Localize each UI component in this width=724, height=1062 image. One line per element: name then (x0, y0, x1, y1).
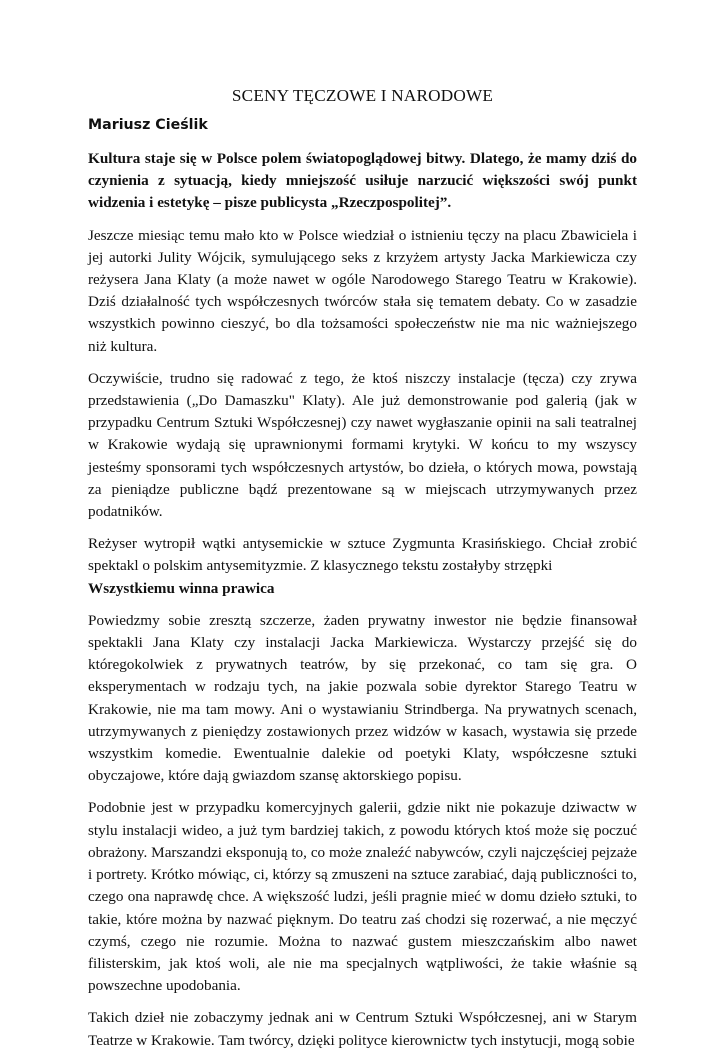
paragraph-6: Takich dzieł nie zobaczymy jednak ani w Centrum Sztuki Współczesnej, ani w Starym Teatrze w Krakowie. Tam twórcy, dzięki polityce kierownictw tych instytucji, mogą sobie (88, 1009, 637, 1049)
article-title: SCENY TĘCZOWE I NARODOWE (231, 86, 494, 105)
document-page (88, 84, 637, 1062)
paragraph-2: Oczywiście, trudno się radować z tego, że ktoś niszczy instalacje (tęcza) czy zrywa przedstawienia („Do Damaszku" Klaty). Ale już demonstrowanie pod galerią (jak w przypadku Centrum Sztuki Współczesnej) czy nawet wygłaszanie opinii na sali teatralnej w Krakowie wydają się uprawnionymi formami krytyki. W końcu to my wszyscy jesteśmy sponsorami tych współczesnych artystów, bo dzieła, o których mowa, powstają za pieniądze publiczne bądź prezentowane są w miejscach utrzymywanych przez podatników. (88, 369, 637, 521)
paragraph-5: Podobnie jest w przypadku komercyjnych galerii, gdzie nikt nie pokazuje dziwactw w stylu instalacji wideo, a już tym bardziej takich, z powodu których ktoś może się poczuć obrażony. Marszandzi eksponują to, co może znaleźć nabywców, czyli najczęściej pejzaże i portrety. Krótko mówiąc, ci, którzy są zmuszeni na sztuce zarabiać, dają publiczności to, czego ona naprawdę chce. A większość ludzi, jeśli pragnie mieć w domu dzieło sztuki, to takie, które można by nazwać pięknym. Do teatru zaś chodzi się rozerwać, a nie męczyć czymś, czego nie rozumie. Można to nazwać gustem mieszczańskim albo nawet filisterskim, jak ktoś woli, ale nie ma specjalnych wątpliwości, że takie właśnie są powszechne upodobania. (88, 799, 637, 995)
section-heading: Wszystkiemu winna prawica (88, 579, 275, 597)
paragraph-3: Reżyser wytropił wątki antysemickie w sztuce Zygmunta Krasińskiego. Chciał zrobić spektakl o polskim antysemityzmie. Z klasycznego tekstu zostałyby strzępki (88, 535, 637, 575)
article-lead: Kultura staje się w Polsce polem światopoglądowej bitwy. Dlatego, że mamy dziś do czynienia z sytuacją, kiedy mniejszość usiłuje narzucić większości swój punkt widzenia i estetykę – pisze publicysta „Rzeczpospolitej”. (88, 150, 637, 212)
paragraph-1: Jeszcze miesiąc temu mało kto w Polsce wiedział o istnieniu tęczy na placu Zbawiciela i jej autorki Julity Wójcik, symulującego seks z krzyżem artysty Jacka Markiewicza czy reżysera Jana Klaty (a może nawet w ogóle Narodowego Starego Teatru w Krakowie). Dziś działalność tych współczesnych twórców stała się tematem debaty. Co w zasadzie wszystkich powinno cieszyć, bo dla tożsamości społeczeństw nie ma nic ważniejszego niż kultura. (88, 226, 637, 355)
paragraph-4: Powiedzmy sobie zresztą szczerze, żaden prywatny inwestor nie będzie finansował spektakli Jana Klaty czy instalacji Jacka Markiewicza. Wystarczy przejść się do któregokolwiek z prywatnych teatrów, by się przekonać, co tam się gra. O eksperymentach w rodzaju tych, na jakie pozwala sobie dyrektor Starego Teatru w Krakowie, nie ma tam mowy. Ani o wystawianiu Strindberga. Na prywatnych scenach, utrzymywanych z pieniędzy zostawionych przez widzów w kasach, wystawia się przede wszystkim komedie. Ewentualnie dalekie od poetyki Klaty, współczesne sztuki obyczajowe, które dają gwiazdom szansę aktorskiego popisu. (88, 611, 637, 785)
article-author: Mariusz Cieślik (88, 117, 208, 133)
